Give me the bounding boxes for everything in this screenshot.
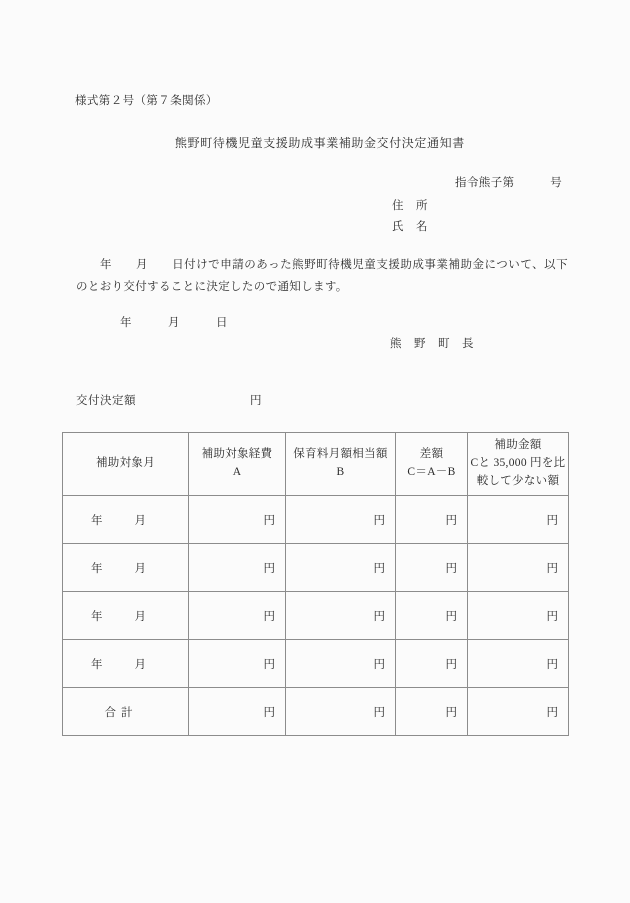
amount-unit: 円 (373, 706, 385, 719)
page-title: 熊野町待機児童支援助成事業補助金交付決定通知書 (175, 136, 465, 150)
column-header-line1: 差額 (419, 448, 444, 461)
month-year-label: 年 (91, 610, 103, 623)
cell-monthly-fee-equivalent (286, 496, 396, 544)
cell-eligible-expense (189, 544, 286, 592)
column-header-line3: 較して少ない額 (476, 474, 560, 487)
cell-difference (396, 640, 468, 688)
amount-unit: 円 (445, 658, 457, 671)
amount-unit: 円 (263, 562, 275, 575)
table-row (63, 544, 569, 592)
amount-unit: 円 (445, 562, 457, 575)
column-header-subsidy-amount (468, 433, 569, 496)
decision-amount-label: 交付決定額 (76, 395, 136, 407)
cell-monthly-fee-equivalent (286, 544, 396, 592)
amount-unit: 円 (546, 610, 558, 623)
cell-target-month (63, 496, 189, 544)
column-header-monthly-fee-equivalent (286, 433, 396, 496)
form-number: 様式第２号（第７条関係） (75, 95, 218, 107)
column-header-difference (396, 433, 468, 496)
column-header-line1: 補助対象月 (96, 457, 155, 470)
amount-unit: 円 (263, 610, 275, 623)
cell-total-label (63, 688, 189, 736)
amount-unit: 円 (373, 610, 385, 623)
cell-target-month (63, 640, 189, 688)
amount-unit: 円 (373, 658, 385, 671)
amount-unit: 円 (546, 658, 558, 671)
issuer-signature: 熊 野 町 長 (390, 338, 474, 350)
amount-unit: 円 (445, 706, 457, 719)
column-header-line2: Cと 35,000 円を比 (470, 457, 566, 470)
cell-total-subsidy-amount (468, 688, 569, 736)
table-row (63, 496, 569, 544)
cell-eligible-expense (189, 640, 286, 688)
column-header-line2: A (232, 466, 242, 478)
column-header-line2: C＝A－B (407, 466, 456, 478)
cell-eligible-expense (189, 496, 286, 544)
cell-monthly-fee-equivalent (286, 592, 396, 640)
address-label: 住 所 (392, 200, 428, 212)
cell-total-difference (396, 688, 468, 736)
cell-eligible-expense (189, 592, 286, 640)
amount-unit: 円 (373, 514, 385, 527)
table-total-row (63, 688, 569, 736)
table-header-row (63, 433, 569, 496)
recipient-name-label: 氏 名 (392, 221, 428, 233)
amount-unit: 円 (445, 514, 457, 527)
amount-unit: 円 (546, 706, 558, 719)
order-number: 指令熊子第 号 (455, 177, 563, 189)
cell-monthly-fee-equivalent (286, 640, 396, 688)
amount-unit: 円 (263, 514, 275, 527)
issue-date: 年 月 日 (120, 317, 228, 329)
cell-total-eligible-expense (189, 688, 286, 736)
cell-difference (396, 496, 468, 544)
column-header-line2: B (336, 466, 345, 478)
cell-target-month (63, 544, 189, 592)
month-label: 月 (134, 658, 146, 671)
month-label: 月 (134, 610, 146, 623)
cell-subsidy-amount (468, 592, 569, 640)
cell-subsidy-amount (468, 544, 569, 592)
amount-unit: 円 (445, 610, 457, 623)
month-year-label: 年 (91, 562, 103, 575)
amount-unit: 円 (373, 562, 385, 575)
cell-difference (396, 544, 468, 592)
table-row (63, 592, 569, 640)
column-header-line1: 保育料月額相当額 (293, 448, 388, 461)
cell-total-monthly-fee-equivalent (286, 688, 396, 736)
decision-amount-unit: 円 (250, 395, 262, 407)
body-paragraph: 年 月 日付けで申請のあった熊野町待機児童支援助成事業補助金について、以下のとおり交付することに決定したので通知します。 (76, 259, 568, 294)
month-year-label: 年 (91, 658, 103, 671)
amount-unit: 円 (263, 706, 275, 719)
month-label: 月 (134, 562, 146, 575)
column-header-target-month (63, 433, 189, 496)
cell-subsidy-amount (468, 640, 569, 688)
column-header-eligible-expense (189, 433, 286, 496)
amount-unit: 円 (546, 562, 558, 575)
cell-target-month (63, 592, 189, 640)
column-header-line1: 補助対象経費 (201, 448, 273, 461)
month-year-label: 年 (91, 514, 103, 527)
month-label: 月 (134, 514, 146, 527)
table-row (63, 640, 569, 688)
grant-breakdown-table (62, 432, 569, 736)
column-header-line1: 補助金額 (494, 439, 542, 452)
cell-difference (396, 592, 468, 640)
amount-unit: 円 (263, 658, 275, 671)
amount-unit: 円 (546, 514, 558, 527)
cell-subsidy-amount (468, 496, 569, 544)
total-label: 合計 (104, 706, 138, 719)
